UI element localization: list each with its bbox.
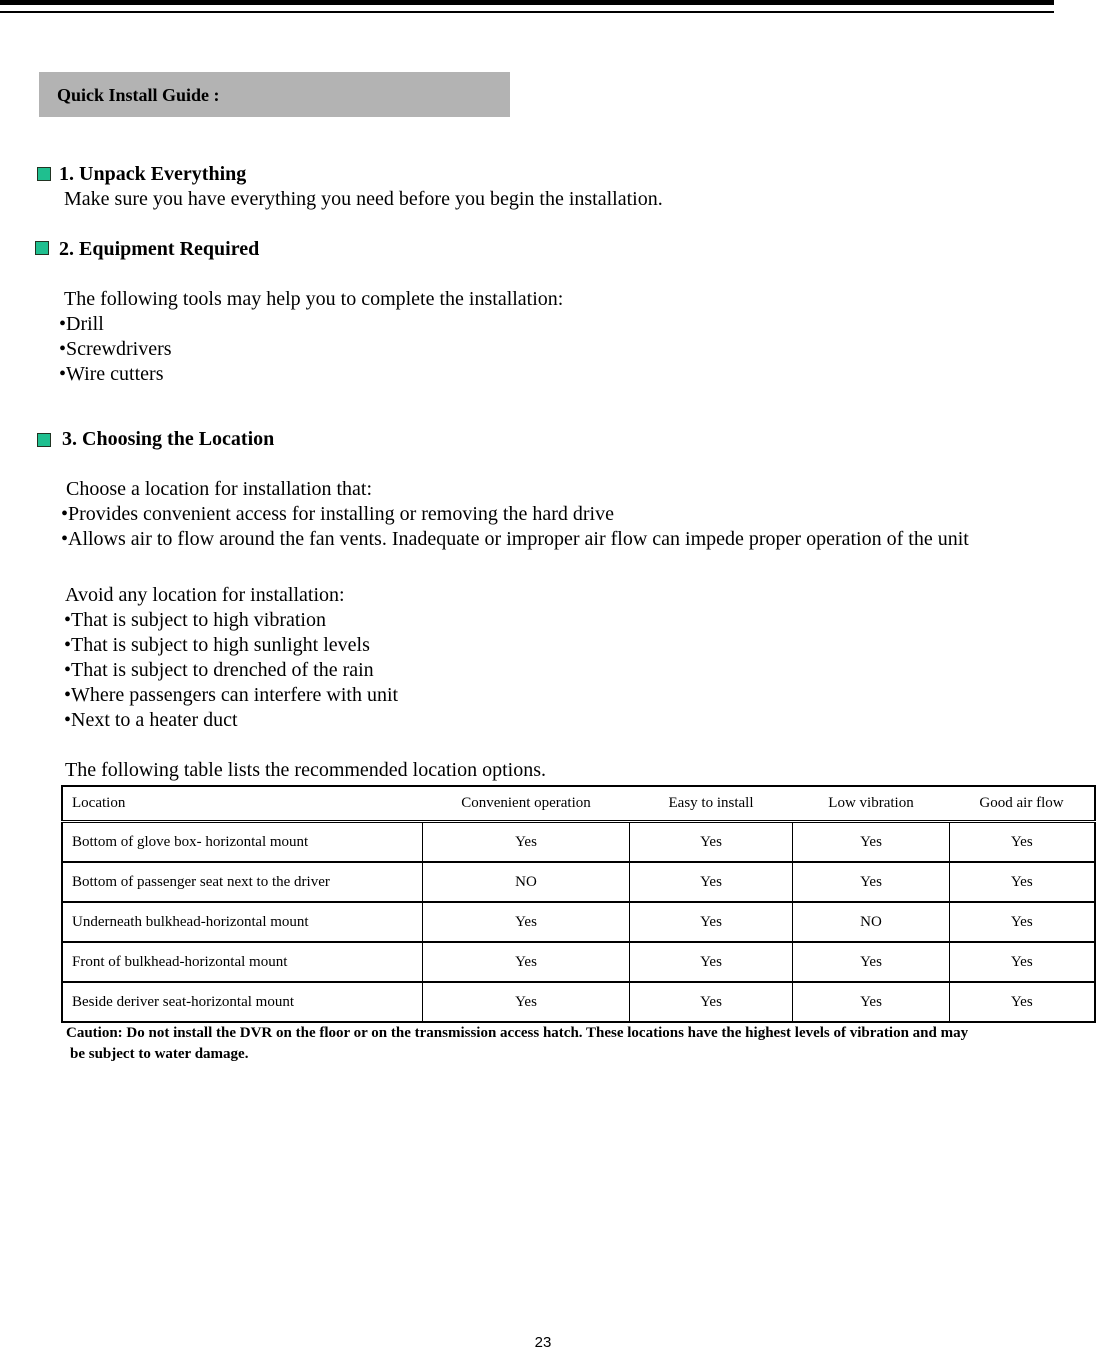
choose-item: •Allows air to flow around the fan vents. Inadequate or improper air flow can impede proper operation of the unit — [61, 528, 969, 550]
choose-item: •Provides convenient access for installing or removing the hard drive — [61, 503, 614, 525]
table-intro: The following table lists the recommended location options. — [65, 759, 547, 781]
value-cell: Yes — [423, 822, 630, 863]
value-cell: Yes — [950, 822, 1095, 863]
value-cell: Yes — [793, 822, 950, 863]
section-bullet-square-icon — [35, 241, 49, 255]
caution-line-1: Caution: Do not install the DVR on the floor or on the transmission access hatch. These locations have the highest levels of vibration and may — [66, 1025, 969, 1041]
section1-heading: 1. Unpack Everything — [59, 163, 247, 185]
location-cell: Underneath bulkhead-horizontal mount — [62, 902, 423, 942]
value-cell: Yes — [423, 982, 630, 1022]
guide-banner — [39, 72, 510, 117]
table-header-row — [62, 786, 1095, 822]
table-row — [62, 822, 1095, 863]
avoid-item: •Next to a heater duct — [64, 709, 238, 731]
table-row — [62, 902, 1095, 942]
value-cell: Yes — [793, 862, 950, 902]
location-cell: Bottom of passenger seat next to the driver — [62, 862, 423, 902]
top-rule-thick — [0, 0, 1054, 5]
column-header-easy-install: Easy to install — [630, 786, 793, 822]
section-bullet-square-icon — [37, 167, 51, 181]
table-row — [62, 942, 1095, 982]
value-cell: Yes — [630, 902, 793, 942]
avoid-item: •That is subject to drenched of the rain — [64, 659, 374, 681]
column-header-low-vibration: Low vibration — [793, 786, 950, 822]
value-cell: NO — [793, 902, 950, 942]
caution-note — [66, 1023, 1086, 1065]
value-cell: Yes — [630, 942, 793, 982]
location-options-table — [61, 785, 1096, 1023]
caution-line-2: be subject to water damage. — [70, 1046, 249, 1062]
location-cell: Front of bulkhead-horizontal mount — [62, 942, 423, 982]
section1-text: Make sure you have everything you need before you begin the installation. — [64, 188, 663, 210]
value-cell: Yes — [950, 982, 1095, 1022]
avoid-item: •That is subject to high sunlight levels — [64, 634, 370, 656]
value-cell: Yes — [950, 902, 1095, 942]
choose-intro: Choose a location for installation that: — [66, 478, 373, 500]
value-cell: NO — [423, 862, 630, 902]
value-cell: Yes — [630, 822, 793, 863]
location-cell: Bottom of glove box- horizontal mount — [62, 822, 423, 863]
column-header-location: Location — [62, 786, 423, 822]
avoid-item: •That is subject to high vibration — [64, 609, 326, 631]
value-cell: Yes — [793, 982, 950, 1022]
location-cell: Beside deriver seat-horizontal mount — [62, 982, 423, 1022]
value-cell: Yes — [950, 862, 1095, 902]
value-cell: Yes — [630, 862, 793, 902]
guide-banner-title: Quick Install Guide : — [57, 85, 220, 105]
section2-intro: The following tools may help you to complete the installation: — [64, 288, 564, 310]
column-header-air-flow: Good air flow — [950, 786, 1095, 822]
section-bullet-square-icon — [37, 433, 51, 447]
table-row — [62, 982, 1095, 1022]
value-cell: Yes — [793, 942, 950, 982]
table-row — [62, 862, 1095, 902]
tool-item: •Screwdrivers — [59, 338, 172, 360]
avoid-intro: Avoid any location for installation: — [65, 584, 345, 606]
section3-heading: 3. Choosing the Location — [62, 428, 275, 450]
tool-item: •Wire cutters — [59, 363, 164, 385]
tool-item: •Drill — [59, 313, 104, 335]
page-number: 23 — [534, 1334, 552, 1351]
top-rule-thin — [0, 11, 1054, 13]
avoid-item: •Where passengers can interfere with unit — [64, 684, 399, 706]
value-cell: Yes — [950, 942, 1095, 982]
value-cell: Yes — [630, 982, 793, 1022]
section2-heading: 2. Equipment Required — [59, 238, 260, 260]
value-cell: Yes — [423, 942, 630, 982]
column-header-convenient: Convenient operation — [423, 786, 630, 822]
value-cell: Yes — [423, 902, 630, 942]
